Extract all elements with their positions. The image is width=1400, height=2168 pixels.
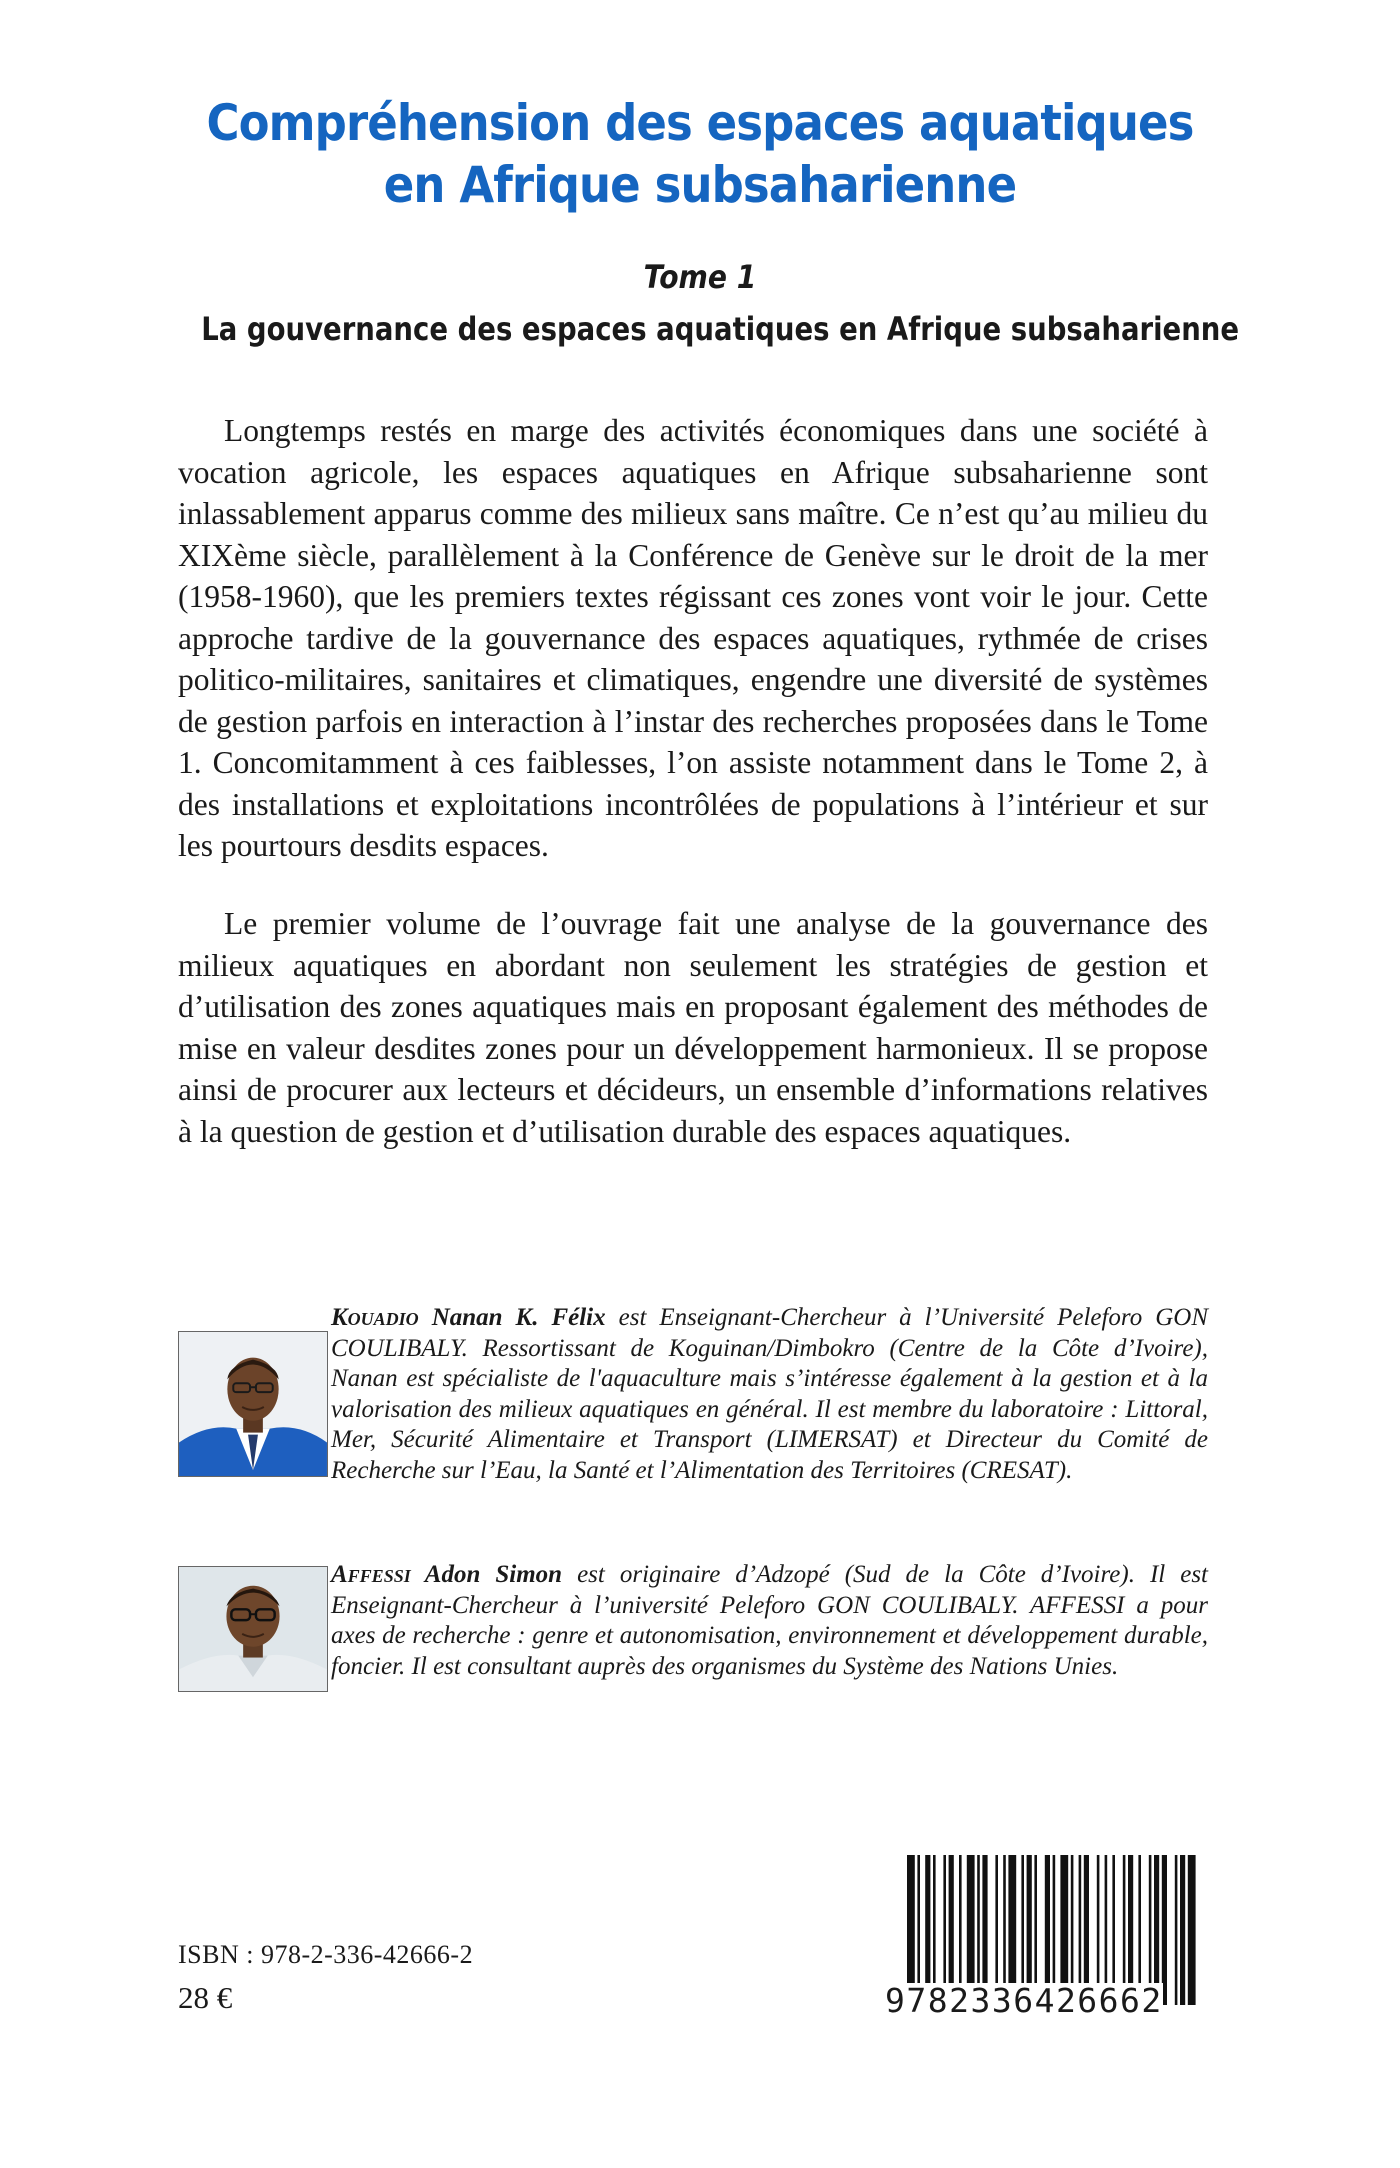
author-surname-2: Affessi (331, 1561, 411, 1588)
barcode-digits-text: 9782336426662 (885, 1981, 1163, 2020)
summary-paragraph-2: Le premier volume de l’ouvrage fait une analyse de la gouvernance des milieux aquatiques en abordant non seulement les stratégies de gestion et d’utilisation des zones aquatiques mais en proposant également des méthodes de mise en valeur desdites zones pour un développement harmonieux. Il se propose ainsi de procurer aux lecteurs et décideurs, un ensemble d’informations relatives à la question de gestion et d’utilisation durable des espaces aquatiques. (178, 906, 1208, 1149)
tome-label: Tome 1 (643, 258, 757, 296)
author-bio-text-2: est originaire d’Adzopé (Sud de la Côte d’Ivoire). Il est Enseignant-Chercheur à l’université Peleforo GON COULIBALY. AFFESSI a pour axes de recherche : genre et autonomisation, environnement et développement durable, foncier. Il est consultant auprès des organismes du Système des Nations Unies. (331, 1561, 1209, 1680)
author-surname-1: Kouadio (331, 1304, 419, 1331)
author-block-1 (178, 1303, 1208, 1503)
author-block-2 (178, 1560, 1208, 1760)
volume-subtitle: La gouvernance des espaces aquatiques en Afrique subsaharienne (201, 310, 1240, 348)
author-given-name-1: Nanan K. Félix (431, 1304, 606, 1331)
barcode-digits (885, 1983, 1205, 2019)
author-bio-1 (331, 1303, 1208, 1486)
author-given-name-2: Adon Simon (424, 1561, 563, 1588)
summary-paragraph-1: Longtemps restés en marge des activités économiques dans une société à vocation agricole, les espaces aquatiques en Afrique subsaharienne sont inlassablement apparus comme des milieux sans maître. Ce n’est qu’au milieu du XIXème siècle, parallèlement à la Conférence de Genève sur le droit de la mer (1958-1960), que les premiers textes régissant ces zones vont voir le jour. Cette approche tardive de la gouvernance des espaces aquatiques, rythmée de crises politico-militaires, sanitaires et climatiques, engendre une diversité de systèmes de gestion parfois en interaction à l’instar des recherches proposées dans le Tome 1. Concomitamment à ces faiblesses, l’on assiste notamment dans le Tome 2, à des installations et exploitations incontrôlées de populations à l’intérieur et sur les pourtours desdits espaces. (178, 413, 1208, 863)
book-title (178, 92, 1222, 216)
book-title-line-2: en Afrique subsaharienne (383, 156, 1017, 214)
isbn-barcode (885, 1855, 1205, 2020)
author-photo-1 (178, 1331, 328, 1477)
author-photo-2 (178, 1566, 328, 1692)
isbn-text: ISBN : 978-2-336-42666-2 (178, 1940, 474, 1969)
book-title-line-1: Compréhension des espaces aquatiques (206, 94, 1194, 152)
author-bio-text-1: est Enseignant-Chercheur à l’Université Peleforo GON COULIBALY. Ressortissant de Koguinan/Dimbokro (Centre de la Côte d’Ivoire), Nanan est spécialiste de l'aquaculture mais s’intéresse également à la gestion et à la valorisation des milieux aquatiques en général. Il est membre du laboratoire : Littoral, Mer, Sécurité Alimentaire et Transport (LIMERSAT) et Directeur du Comité de Recherche sur l’Eau, la Santé et l’Alimentation des Territoires (CRESAT). (331, 1304, 1209, 1484)
price-text: 28 € (178, 1980, 233, 2015)
author-bio-2 (331, 1560, 1208, 1682)
author-portrait-2-icon (179, 1567, 327, 1691)
author-portrait-1-icon (179, 1332, 327, 1476)
